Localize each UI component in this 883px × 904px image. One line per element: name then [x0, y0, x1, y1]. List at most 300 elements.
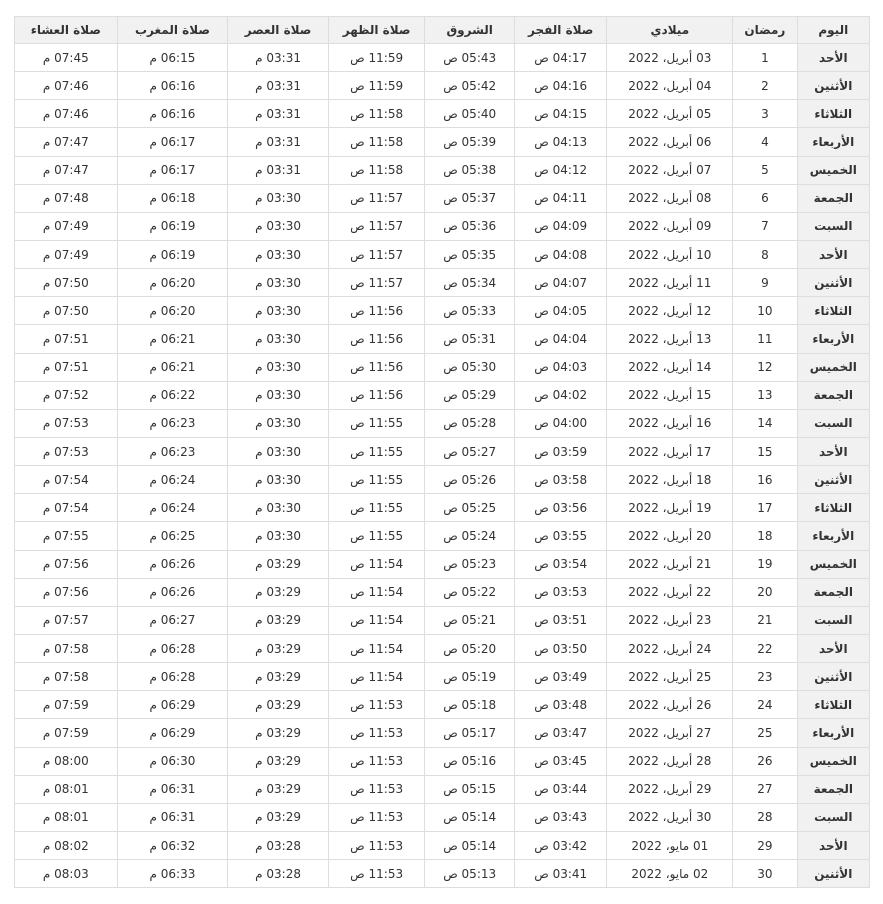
cell-asr: 03:30 م: [228, 212, 329, 240]
cell-asr: 03:29 م: [228, 803, 329, 831]
cell-day: السبت: [797, 606, 869, 634]
cell-ramadan-day: 25: [733, 719, 797, 747]
cell-maghrib: 06:23 م: [117, 409, 228, 437]
cell-sunrise: 05:25 ص: [425, 494, 515, 522]
cell-ramadan-day: 21: [733, 606, 797, 634]
cell-day: الأربعاء: [797, 325, 869, 353]
cell-day: الأحد: [797, 634, 869, 662]
cell-gregorian-date: 26 أبريل، 2022: [607, 691, 733, 719]
cell-gregorian-date: 29 أبريل، 2022: [607, 775, 733, 803]
cell-asr: 03:30 م: [228, 240, 329, 268]
cell-sunrise: 05:36 ص: [425, 212, 515, 240]
cell-gregorian-date: 28 أبريل، 2022: [607, 747, 733, 775]
cell-day: الأحد: [797, 240, 869, 268]
cell-gregorian-date: 14 أبريل، 2022: [607, 353, 733, 381]
cell-dhuhr: 11:53 ص: [328, 860, 425, 888]
cell-sunrise: 05:30 ص: [425, 353, 515, 381]
cell-day: الأثنين: [797, 860, 869, 888]
table-row: [15, 747, 870, 775]
cell-dhuhr: 11:54 ص: [328, 663, 425, 691]
cell-ramadan-day: 19: [733, 550, 797, 578]
header-gregorian: ميلادي: [607, 17, 733, 44]
cell-maghrib: 06:30 م: [117, 747, 228, 775]
cell-maghrib: 06:17 م: [117, 156, 228, 184]
cell-day: الأحد: [797, 437, 869, 465]
cell-asr: 03:28 م: [228, 860, 329, 888]
cell-gregorian-date: 30 أبريل، 2022: [607, 803, 733, 831]
cell-gregorian-date: 24 أبريل، 2022: [607, 634, 733, 662]
cell-sunrise: 05:17 ص: [425, 719, 515, 747]
cell-maghrib: 06:25 م: [117, 522, 228, 550]
cell-isha: 07:47 م: [15, 128, 118, 156]
table-row: [15, 550, 870, 578]
cell-gregorian-date: 04 أبريل، 2022: [607, 72, 733, 100]
cell-maghrib: 06:16 م: [117, 72, 228, 100]
cell-sunrise: 05:19 ص: [425, 663, 515, 691]
cell-gregorian-date: 13 أبريل، 2022: [607, 325, 733, 353]
cell-ramadan-day: 12: [733, 353, 797, 381]
cell-gregorian-date: 07 أبريل، 2022: [607, 156, 733, 184]
cell-isha: 07:54 م: [15, 494, 118, 522]
cell-asr: 03:29 م: [228, 606, 329, 634]
cell-isha: 08:03 م: [15, 860, 118, 888]
table-row: [15, 100, 870, 128]
cell-fajr: 03:51 ص: [514, 606, 607, 634]
cell-asr: 03:30 م: [228, 353, 329, 381]
cell-sunrise: 05:15 ص: [425, 775, 515, 803]
cell-maghrib: 06:32 م: [117, 831, 228, 859]
cell-fajr: 03:56 ص: [514, 494, 607, 522]
cell-asr: 03:30 م: [228, 522, 329, 550]
cell-isha: 08:01 م: [15, 803, 118, 831]
cell-asr: 03:30 م: [228, 325, 329, 353]
cell-fajr: 04:00 ص: [514, 409, 607, 437]
cell-day: الثلاثاء: [797, 297, 869, 325]
cell-gregorian-date: 02 مايو، 2022: [607, 860, 733, 888]
cell-gregorian-date: 15 أبريل، 2022: [607, 381, 733, 409]
cell-day: الخميس: [797, 747, 869, 775]
cell-dhuhr: 11:55 ص: [328, 409, 425, 437]
table-row: [15, 634, 870, 662]
cell-maghrib: 06:29 م: [117, 691, 228, 719]
cell-ramadan-day: 9: [733, 269, 797, 297]
cell-ramadan-day: 1: [733, 44, 797, 72]
cell-isha: 07:59 م: [15, 691, 118, 719]
cell-asr: 03:31 م: [228, 44, 329, 72]
header-sunrise: الشروق: [425, 17, 515, 44]
cell-dhuhr: 11:57 ص: [328, 184, 425, 212]
cell-day: السبت: [797, 803, 869, 831]
table-row: [15, 212, 870, 240]
cell-asr: 03:30 م: [228, 409, 329, 437]
cell-fajr: 03:50 ص: [514, 634, 607, 662]
cell-dhuhr: 11:53 ص: [328, 747, 425, 775]
table-row: [15, 156, 870, 184]
cell-day: الأربعاء: [797, 522, 869, 550]
cell-asr: 03:29 م: [228, 747, 329, 775]
cell-dhuhr: 11:56 ص: [328, 325, 425, 353]
header-ramadan: رمضان: [733, 17, 797, 44]
table-row: [15, 128, 870, 156]
cell-fajr: 04:16 ص: [514, 72, 607, 100]
cell-ramadan-day: 30: [733, 860, 797, 888]
cell-isha: 07:58 م: [15, 634, 118, 662]
cell-day: الجمعة: [797, 184, 869, 212]
cell-asr: 03:29 م: [228, 691, 329, 719]
cell-maghrib: 06:33 م: [117, 860, 228, 888]
cell-dhuhr: 11:59 ص: [328, 44, 425, 72]
cell-sunrise: 05:13 ص: [425, 860, 515, 888]
table-header: [15, 17, 870, 44]
cell-day: الثلاثاء: [797, 691, 869, 719]
cell-isha: 07:51 م: [15, 353, 118, 381]
cell-ramadan-day: 5: [733, 156, 797, 184]
cell-gregorian-date: 11 أبريل، 2022: [607, 269, 733, 297]
cell-fajr: 03:47 ص: [514, 719, 607, 747]
cell-maghrib: 06:15 م: [117, 44, 228, 72]
cell-dhuhr: 11:54 ص: [328, 634, 425, 662]
cell-sunrise: 05:18 ص: [425, 691, 515, 719]
header-day: اليوم: [797, 17, 869, 44]
cell-sunrise: 05:14 ص: [425, 831, 515, 859]
table-row: [15, 719, 870, 747]
table-row: [15, 72, 870, 100]
table-row: [15, 240, 870, 268]
cell-sunrise: 05:24 ص: [425, 522, 515, 550]
cell-ramadan-day: 3: [733, 100, 797, 128]
cell-fajr: 03:42 ص: [514, 831, 607, 859]
cell-day: الأربعاء: [797, 128, 869, 156]
cell-gregorian-date: 23 أبريل، 2022: [607, 606, 733, 634]
cell-gregorian-date: 03 أبريل، 2022: [607, 44, 733, 72]
table-row: [15, 353, 870, 381]
cell-isha: 07:49 م: [15, 240, 118, 268]
cell-isha: 07:59 م: [15, 719, 118, 747]
cell-ramadan-day: 20: [733, 578, 797, 606]
cell-sunrise: 05:35 ص: [425, 240, 515, 268]
cell-maghrib: 06:21 م: [117, 353, 228, 381]
cell-gregorian-date: 05 أبريل، 2022: [607, 100, 733, 128]
cell-ramadan-day: 6: [733, 184, 797, 212]
cell-day: الأحد: [797, 831, 869, 859]
cell-gregorian-date: 12 أبريل، 2022: [607, 297, 733, 325]
cell-sunrise: 05:29 ص: [425, 381, 515, 409]
table-row: [15, 860, 870, 888]
cell-gregorian-date: 06 أبريل، 2022: [607, 128, 733, 156]
cell-fajr: 04:15 ص: [514, 100, 607, 128]
cell-maghrib: 06:27 م: [117, 606, 228, 634]
cell-fajr: 03:54 ص: [514, 550, 607, 578]
cell-day: الخميس: [797, 353, 869, 381]
cell-maghrib: 06:20 م: [117, 269, 228, 297]
cell-ramadan-day: 17: [733, 494, 797, 522]
cell-sunrise: 05:23 ص: [425, 550, 515, 578]
cell-dhuhr: 11:55 ص: [328, 466, 425, 494]
table-row: [15, 775, 870, 803]
cell-asr: 03:29 م: [228, 550, 329, 578]
cell-fajr: 03:45 ص: [514, 747, 607, 775]
cell-ramadan-day: 13: [733, 381, 797, 409]
cell-day: الأثنين: [797, 269, 869, 297]
cell-asr: 03:30 م: [228, 297, 329, 325]
cell-maghrib: 06:29 م: [117, 719, 228, 747]
cell-maghrib: 06:16 م: [117, 100, 228, 128]
table-row: [15, 494, 870, 522]
cell-gregorian-date: 01 مايو، 2022: [607, 831, 733, 859]
cell-isha: 07:55 م: [15, 522, 118, 550]
table-row: [15, 466, 870, 494]
cell-day: الأثنين: [797, 663, 869, 691]
cell-sunrise: 05:34 ص: [425, 269, 515, 297]
cell-fajr: 04:09 ص: [514, 212, 607, 240]
cell-maghrib: 06:31 م: [117, 803, 228, 831]
cell-day: الأحد: [797, 44, 869, 72]
cell-isha: 07:56 م: [15, 578, 118, 606]
cell-day: الأربعاء: [797, 719, 869, 747]
cell-dhuhr: 11:53 ص: [328, 803, 425, 831]
cell-fajr: 04:11 ص: [514, 184, 607, 212]
cell-isha: 07:52 م: [15, 381, 118, 409]
cell-fajr: 04:03 ص: [514, 353, 607, 381]
cell-sunrise: 05:20 ص: [425, 634, 515, 662]
cell-gregorian-date: 17 أبريل، 2022: [607, 437, 733, 465]
cell-gregorian-date: 16 أبريل، 2022: [607, 409, 733, 437]
cell-sunrise: 05:27 ص: [425, 437, 515, 465]
prayer-times-table: [14, 16, 870, 888]
cell-ramadan-day: 22: [733, 634, 797, 662]
cell-isha: 07:58 م: [15, 663, 118, 691]
cell-asr: 03:31 م: [228, 100, 329, 128]
cell-fajr: 03:49 ص: [514, 663, 607, 691]
table-row: [15, 522, 870, 550]
header-asr: صلاة العصر: [228, 17, 329, 44]
cell-asr: 03:31 م: [228, 156, 329, 184]
table-row: [15, 325, 870, 353]
cell-dhuhr: 11:55 ص: [328, 494, 425, 522]
cell-fajr: 04:12 ص: [514, 156, 607, 184]
table-row: [15, 381, 870, 409]
cell-ramadan-day: 16: [733, 466, 797, 494]
cell-maghrib: 06:24 م: [117, 494, 228, 522]
cell-day: الجمعة: [797, 775, 869, 803]
cell-sunrise: 05:39 ص: [425, 128, 515, 156]
cell-dhuhr: 11:58 ص: [328, 100, 425, 128]
cell-gregorian-date: 08 أبريل، 2022: [607, 184, 733, 212]
cell-sunrise: 05:31 ص: [425, 325, 515, 353]
cell-day: الجمعة: [797, 578, 869, 606]
cell-isha: 08:01 م: [15, 775, 118, 803]
cell-dhuhr: 11:53 ص: [328, 831, 425, 859]
cell-day: الخميس: [797, 156, 869, 184]
cell-dhuhr: 11:58 ص: [328, 156, 425, 184]
header-isha: صلاة العشاء: [15, 17, 118, 44]
cell-day: الثلاثاء: [797, 100, 869, 128]
cell-fajr: 04:02 ص: [514, 381, 607, 409]
cell-asr: 03:29 م: [228, 578, 329, 606]
cell-dhuhr: 11:59 ص: [328, 72, 425, 100]
cell-fajr: 03:43 ص: [514, 803, 607, 831]
cell-sunrise: 05:14 ص: [425, 803, 515, 831]
cell-maghrib: 06:18 م: [117, 184, 228, 212]
cell-sunrise: 05:22 ص: [425, 578, 515, 606]
cell-isha: 07:57 م: [15, 606, 118, 634]
header-fajr: صلاة الفجر: [514, 17, 607, 44]
table-row: [15, 831, 870, 859]
cell-ramadan-day: 26: [733, 747, 797, 775]
cell-fajr: 03:44 ص: [514, 775, 607, 803]
cell-dhuhr: 11:55 ص: [328, 437, 425, 465]
cell-sunrise: 05:37 ص: [425, 184, 515, 212]
cell-ramadan-day: 24: [733, 691, 797, 719]
cell-ramadan-day: 23: [733, 663, 797, 691]
cell-day: السبت: [797, 409, 869, 437]
cell-day: الأثنين: [797, 72, 869, 100]
cell-maghrib: 06:22 م: [117, 381, 228, 409]
table-row: [15, 409, 870, 437]
cell-maghrib: 06:21 م: [117, 325, 228, 353]
table-row: [15, 297, 870, 325]
cell-dhuhr: 11:57 ص: [328, 269, 425, 297]
cell-isha: 08:02 م: [15, 831, 118, 859]
cell-isha: 07:54 م: [15, 466, 118, 494]
cell-gregorian-date: 25 أبريل، 2022: [607, 663, 733, 691]
table-row: [15, 803, 870, 831]
cell-dhuhr: 11:53 ص: [328, 719, 425, 747]
cell-sunrise: 05:33 ص: [425, 297, 515, 325]
cell-isha: 07:53 م: [15, 437, 118, 465]
table-row: [15, 606, 870, 634]
cell-asr: 03:31 م: [228, 72, 329, 100]
cell-ramadan-day: 2: [733, 72, 797, 100]
cell-sunrise: 05:40 ص: [425, 100, 515, 128]
cell-asr: 03:29 م: [228, 663, 329, 691]
cell-maghrib: 06:23 م: [117, 437, 228, 465]
header-row: [15, 17, 870, 44]
cell-ramadan-day: 29: [733, 831, 797, 859]
cell-day: الخميس: [797, 550, 869, 578]
cell-isha: 07:47 م: [15, 156, 118, 184]
cell-fajr: 03:53 ص: [514, 578, 607, 606]
cell-maghrib: 06:19 م: [117, 212, 228, 240]
cell-maghrib: 06:24 م: [117, 466, 228, 494]
cell-asr: 03:29 م: [228, 775, 329, 803]
table-row: [15, 691, 870, 719]
cell-maghrib: 06:26 م: [117, 550, 228, 578]
cell-asr: 03:30 م: [228, 184, 329, 212]
cell-fajr: 03:48 ص: [514, 691, 607, 719]
cell-fajr: 04:17 ص: [514, 44, 607, 72]
cell-dhuhr: 11:57 ص: [328, 240, 425, 268]
cell-maghrib: 06:17 م: [117, 128, 228, 156]
cell-dhuhr: 11:56 ص: [328, 297, 425, 325]
cell-ramadan-day: 18: [733, 522, 797, 550]
cell-asr: 03:30 م: [228, 381, 329, 409]
cell-gregorian-date: 18 أبريل، 2022: [607, 466, 733, 494]
cell-sunrise: 05:28 ص: [425, 409, 515, 437]
table-body: [15, 44, 870, 888]
cell-fajr: 04:07 ص: [514, 269, 607, 297]
header-dhuhr: صلاة الظهر: [328, 17, 425, 44]
cell-asr: 03:30 م: [228, 269, 329, 297]
cell-dhuhr: 11:54 ص: [328, 606, 425, 634]
cell-dhuhr: 11:57 ص: [328, 212, 425, 240]
cell-gregorian-date: 21 أبريل، 2022: [607, 550, 733, 578]
cell-gregorian-date: 20 أبريل، 2022: [607, 522, 733, 550]
cell-asr: 03:28 م: [228, 831, 329, 859]
table-row: [15, 663, 870, 691]
cell-ramadan-day: 27: [733, 775, 797, 803]
cell-isha: 07:56 م: [15, 550, 118, 578]
cell-day: الثلاثاء: [797, 494, 869, 522]
cell-fajr: 04:04 ص: [514, 325, 607, 353]
cell-dhuhr: 11:54 ص: [328, 578, 425, 606]
cell-ramadan-day: 11: [733, 325, 797, 353]
cell-dhuhr: 11:56 ص: [328, 353, 425, 381]
cell-maghrib: 06:31 م: [117, 775, 228, 803]
cell-isha: 07:50 م: [15, 269, 118, 297]
cell-fajr: 03:58 ص: [514, 466, 607, 494]
cell-day: الأثنين: [797, 466, 869, 494]
cell-sunrise: 05:43 ص: [425, 44, 515, 72]
cell-isha: 07:50 م: [15, 297, 118, 325]
prayer-times-table-container: [14, 16, 870, 888]
cell-sunrise: 05:21 ص: [425, 606, 515, 634]
cell-sunrise: 05:16 ص: [425, 747, 515, 775]
cell-dhuhr: 11:53 ص: [328, 775, 425, 803]
cell-fajr: 04:13 ص: [514, 128, 607, 156]
cell-isha: 07:46 م: [15, 72, 118, 100]
cell-fajr: 03:41 ص: [514, 860, 607, 888]
header-maghrib: صلاة المغرب: [117, 17, 228, 44]
cell-dhuhr: 11:58 ص: [328, 128, 425, 156]
cell-day: السبت: [797, 212, 869, 240]
table-row: [15, 269, 870, 297]
cell-maghrib: 06:26 م: [117, 578, 228, 606]
cell-asr: 03:30 م: [228, 466, 329, 494]
table-row: [15, 578, 870, 606]
cell-isha: 07:45 م: [15, 44, 118, 72]
cell-ramadan-day: 4: [733, 128, 797, 156]
cell-maghrib: 06:28 م: [117, 663, 228, 691]
cell-maghrib: 06:28 م: [117, 634, 228, 662]
cell-maghrib: 06:19 م: [117, 240, 228, 268]
cell-isha: 07:46 م: [15, 100, 118, 128]
cell-dhuhr: 11:55 ص: [328, 522, 425, 550]
cell-gregorian-date: 10 أبريل، 2022: [607, 240, 733, 268]
cell-sunrise: 05:38 ص: [425, 156, 515, 184]
cell-ramadan-day: 10: [733, 297, 797, 325]
cell-maghrib: 06:20 م: [117, 297, 228, 325]
cell-gregorian-date: 22 أبريل، 2022: [607, 578, 733, 606]
cell-asr: 03:29 م: [228, 719, 329, 747]
cell-fajr: 04:05 ص: [514, 297, 607, 325]
cell-isha: 08:00 م: [15, 747, 118, 775]
table-row: [15, 44, 870, 72]
cell-ramadan-day: 14: [733, 409, 797, 437]
cell-fajr: 04:08 ص: [514, 240, 607, 268]
cell-sunrise: 05:42 ص: [425, 72, 515, 100]
table-row: [15, 184, 870, 212]
cell-asr: 03:29 م: [228, 634, 329, 662]
cell-isha: 07:51 م: [15, 325, 118, 353]
cell-fajr: 03:55 ص: [514, 522, 607, 550]
cell-fajr: 03:59 ص: [514, 437, 607, 465]
cell-isha: 07:48 م: [15, 184, 118, 212]
cell-gregorian-date: 27 أبريل، 2022: [607, 719, 733, 747]
cell-isha: 07:49 م: [15, 212, 118, 240]
cell-ramadan-day: 8: [733, 240, 797, 268]
cell-dhuhr: 11:54 ص: [328, 550, 425, 578]
